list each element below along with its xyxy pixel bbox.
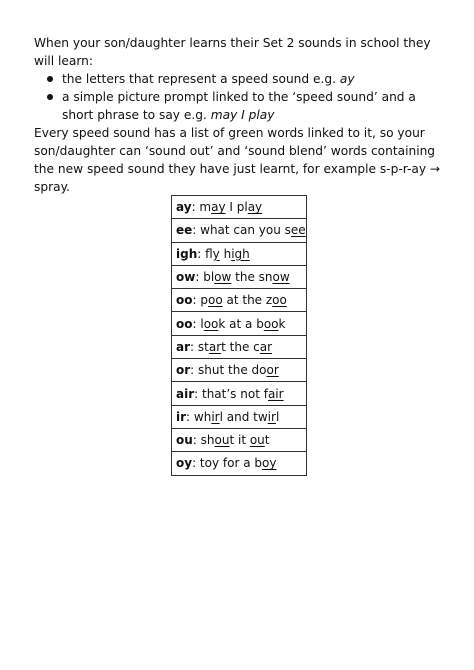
speed-sound-phrase — [192, 456, 276, 470]
underlined-sound: ir — [211, 409, 220, 424]
phrase-text: k — [278, 316, 286, 331]
phrase-text: k at a b — [218, 316, 264, 331]
sound-cell — [172, 452, 307, 475]
phrase-text: l — [275, 409, 280, 424]
sound-cell — [172, 219, 307, 242]
underlined-sound: ou — [249, 433, 265, 448]
table-row — [172, 242, 307, 265]
bullet-text: a simple picture prompt linked to the ‘speed sound’ and a short phrase to say e.g. — [62, 90, 416, 122]
table-row — [172, 452, 307, 475]
underlined-sound: ar — [259, 339, 273, 354]
speed-sound-phrase — [194, 387, 283, 401]
phrase-text: : wh — [186, 409, 212, 424]
phrase-text: at the z — [222, 293, 273, 308]
table-row — [172, 335, 307, 358]
table-row — [172, 359, 307, 382]
underlined-sound: ee — [290, 223, 306, 238]
bullet-item-picture-prompt — [34, 88, 446, 124]
phrase-text: : bl — [195, 270, 215, 285]
phrase-text: I pl — [225, 200, 248, 215]
speed-sound-label: oo — [176, 316, 193, 331]
phrase-text: : that’s not f — [194, 386, 268, 401]
speed-sound-label: air — [176, 386, 195, 401]
table-row — [172, 382, 307, 405]
bullet-example: ay — [339, 72, 355, 86]
phrase-text: : what can you s — [192, 223, 291, 238]
underlined-sound: oy — [262, 456, 277, 471]
table-row — [172, 265, 307, 288]
sound-cell — [172, 196, 307, 219]
speed-sound-label: ar — [176, 339, 191, 354]
phrase-text: : sh — [192, 433, 215, 448]
sound-cell — [172, 289, 307, 312]
bullet-item-letters — [34, 70, 446, 88]
underlined-sound: ou — [214, 433, 230, 448]
speed-sound-phrase — [195, 270, 289, 284]
speed-sound-phrase — [193, 293, 287, 307]
underlined-sound: oo — [207, 293, 223, 308]
underlined-sound: or — [266, 363, 279, 378]
speed-sound-phrase — [192, 223, 305, 237]
phrase-text: h — [219, 246, 232, 261]
underlined-sound: air — [267, 386, 284, 401]
speed-sound-phrase — [193, 317, 286, 331]
phrase-text: : fl — [197, 246, 213, 261]
speed-sound-phrase — [186, 410, 279, 424]
phrase-text: : m — [191, 200, 212, 215]
phrase-text: t the c — [221, 339, 260, 354]
phrase-text: : st — [190, 339, 209, 354]
intro-section — [34, 34, 446, 196]
table-row — [172, 289, 307, 312]
underlined-sound: ay — [247, 200, 263, 215]
underlined-sound: ar — [208, 339, 222, 354]
sound-cell — [172, 312, 307, 335]
speed-sound-label: ay — [176, 200, 192, 215]
underlined-sound: y — [212, 246, 220, 261]
sound-cell — [172, 359, 307, 382]
speed-sound-label: ou — [176, 433, 193, 448]
bullet-list — [34, 70, 446, 124]
speed-sound-phrase — [190, 340, 272, 354]
sound-cell — [172, 335, 307, 358]
underlined-sound: oo — [263, 316, 279, 331]
speed-sound-label: oo — [176, 293, 193, 308]
speed-sound-label: or — [176, 363, 191, 378]
phrase-text: t it — [229, 433, 250, 448]
speed-sounds-rows — [172, 196, 307, 476]
table-row — [172, 405, 307, 428]
speed-sound-label: oy — [176, 456, 193, 471]
underlined-sound: oo — [272, 293, 287, 308]
speed-sound-label: igh — [176, 246, 198, 261]
speed-sounds-table — [171, 195, 307, 476]
green-words-paragraph: Every speed sound has a list of green words linked to it, so your son/daughter can ‘sound out’ and ‘sound blend’ words containing the new speed sound they have just learnt, for example s-p-r-ay → spray. — [34, 126, 441, 194]
table-row — [172, 219, 307, 242]
sound-cell — [172, 242, 307, 265]
phrase-text: the sn — [231, 270, 273, 285]
speed-sound-phrase — [192, 200, 263, 214]
speed-sound-label: ow — [176, 270, 196, 285]
speed-sound-label: ir — [176, 409, 187, 424]
sound-cell — [172, 265, 307, 288]
bullet-example: may I play — [210, 108, 275, 122]
bullet-text: the letters that represent a speed sound e.g. — [62, 72, 336, 86]
underlined-sound: igh — [231, 246, 250, 261]
sound-cell — [172, 405, 307, 428]
underlined-sound: oo — [203, 316, 219, 331]
phrase-text: : p — [192, 293, 208, 308]
sound-cell — [172, 382, 307, 405]
speed-sound-label: ee — [176, 223, 193, 238]
intro-paragraph: When your son/daughter learns their Set 2 sounds in school they will learn: — [34, 36, 431, 68]
phrase-text: : toy for a b — [192, 456, 262, 471]
phrase-text: l and tw — [219, 409, 268, 424]
speed-sound-phrase — [190, 363, 279, 377]
underlined-sound: ow — [214, 270, 232, 285]
table-row — [172, 196, 307, 219]
underlined-sound: ir — [267, 409, 276, 424]
sound-cell — [172, 428, 307, 451]
table-row — [172, 428, 307, 451]
speed-sound-phrase — [193, 433, 270, 447]
phrase-text: : l — [192, 316, 204, 331]
speed-sound-phrase — [197, 247, 250, 261]
table-row — [172, 312, 307, 335]
phrase-text: : shut the do — [190, 363, 267, 378]
underlined-sound: ow — [272, 270, 290, 285]
underlined-sound: ay — [211, 200, 226, 215]
phrase-text: t — [264, 433, 270, 448]
